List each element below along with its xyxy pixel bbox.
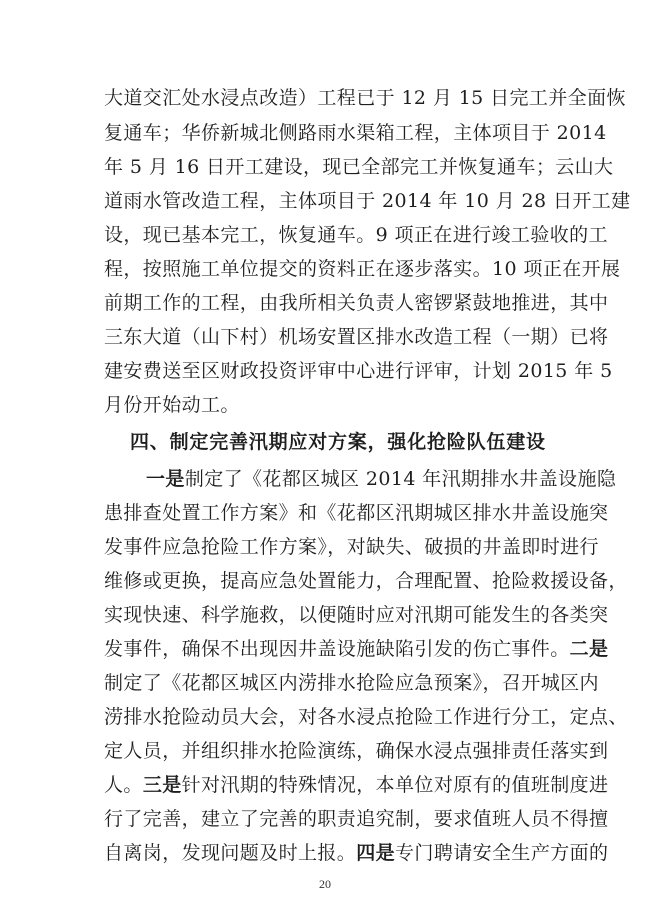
text-line: 道雨水管改造工程，主体项目于 2014 年 10 月 28 日开工建: [104, 190, 631, 212]
text-line: 涝排水抢险动员大会，对各水浸点抢险工作进行分工，定点、: [104, 706, 628, 728]
text-run: 自离岗，发现问题及时上报。: [104, 842, 357, 864]
text-line: [104, 637, 608, 661]
bold-lead: 四是: [356, 842, 396, 864]
text-run: 人。: [104, 774, 143, 796]
bold-lead: 三是: [142, 774, 182, 796]
text-line: 月份开始动工。: [104, 394, 240, 416]
text-line: 复通车；华侨新城北侧路雨水渠箱工程，主体项目于 2014: [104, 122, 607, 144]
text-line: 程，按照施工单位提交的资料正在逐步落实。10 项正在开展: [104, 258, 621, 280]
text-line: 实现快速、科学施救，以便随时应对汛期可能发生的各类突: [104, 604, 609, 626]
text-line: 维修或更换，提高应急处置能力，合理配置、抢险救援设备，: [104, 570, 628, 592]
text-run: 针对汛期的特殊情况，本单位对原有的值班制度进: [181, 774, 609, 796]
text-line: 前期工作的工程，由我所相关负责人密锣紧鼓地推进，其中: [104, 292, 609, 314]
text-line: 大道交汇处水浸点改造）工程已于 12 月 15 日完工并全面恢: [104, 87, 626, 109]
text-line: 发事件应急抢险工作方案》，对缺失、破损的井盖即时进行: [104, 536, 599, 558]
text-line: 行了完善，建立了完善的职责追究制，要求值班人员不得擅: [104, 808, 609, 830]
text-line: 制定了《花都区城区内涝排水抢险应急预案》，召开城区内: [104, 672, 599, 694]
text-line: 年 5 月 16 日开工建设，现已全部完工并恢复通车；云山大: [104, 156, 614, 178]
text-run: 发事件，确保不出现因井盖设施缺陷引发的伤亡事件。: [104, 638, 570, 660]
section-heading: 四、制定完善汛期应对方案，强化抢险队伍建设: [130, 431, 546, 453]
text-line: [104, 841, 608, 865]
text-line: [104, 773, 608, 797]
text-line: 定人员，并组织排水抢险演练，确保水浸点强排责任落实到: [104, 740, 609, 762]
text-run: 制定了《花都区城区 2014 年汛期排水井盖设施隐: [184, 468, 617, 490]
text-run: 专门聘请安全生产方面的: [395, 842, 609, 864]
text-line: [146, 467, 616, 491]
bold-lead: 二是: [569, 638, 609, 660]
text-line: 患排查处置工作方案》和《花都区汛期城区排水井盖设施突: [104, 502, 609, 524]
bold-lead: 一是: [146, 468, 185, 490]
text-line: 三东大道（山下村）机场安置区排水改造工程（一期）已将: [104, 326, 609, 348]
text-line: 设，现已基本完工，恢复通车。9 项正在进行竣工验收的工: [104, 224, 608, 246]
text-line: 建安费送至区财政投资评审中心进行评审，计划 2015 年 5: [104, 360, 613, 382]
page-number: 20: [319, 877, 331, 891]
